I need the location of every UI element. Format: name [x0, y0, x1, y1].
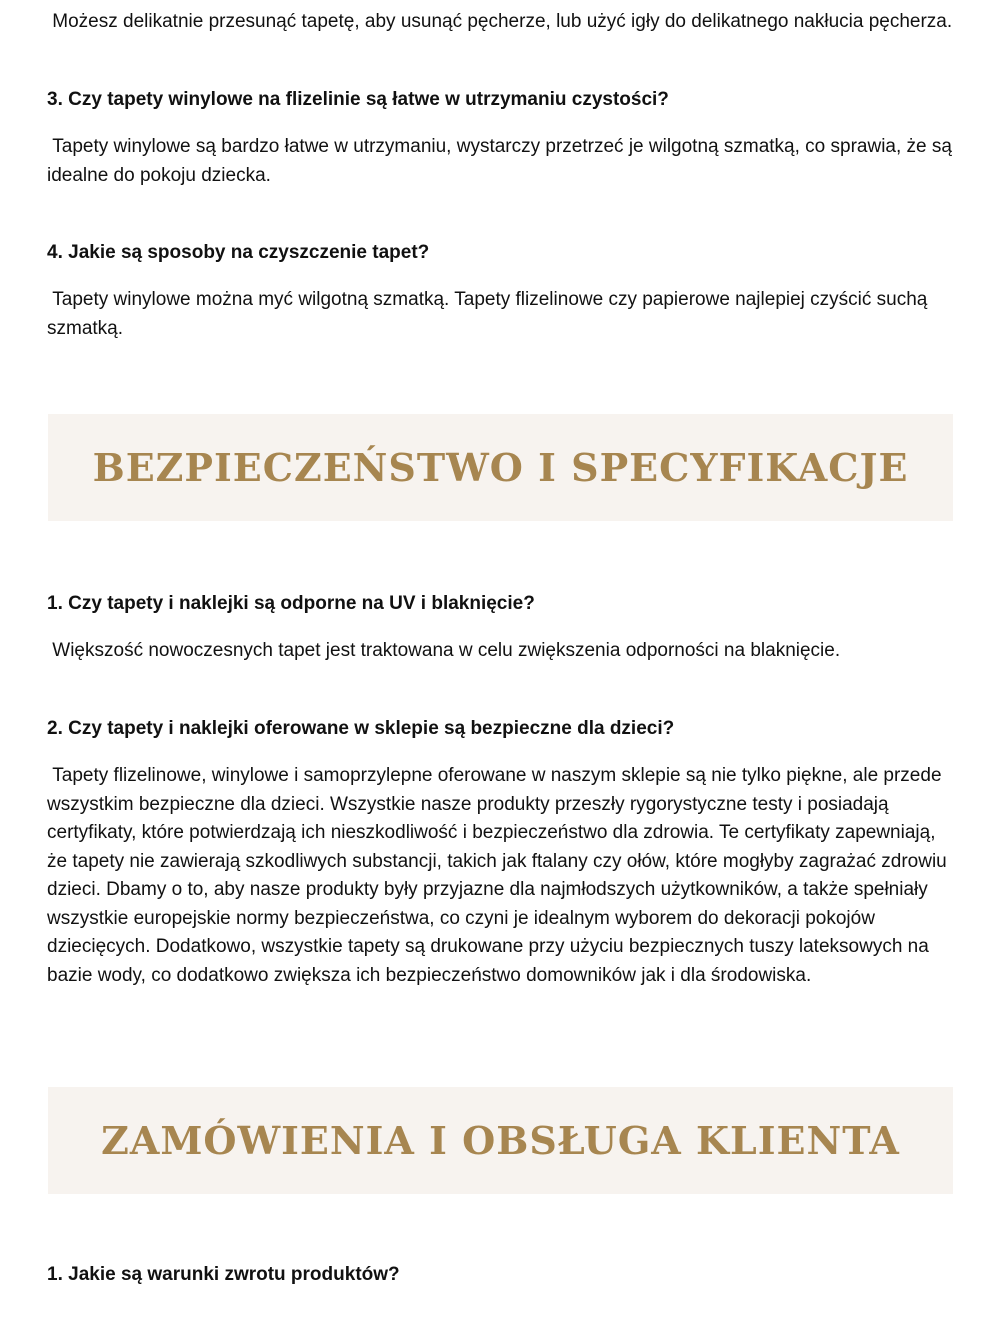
section-banner-orders	[48, 1087, 953, 1194]
answer-text: Możesz delikatnie przesunąć tapetę, aby usunąć pęcherze, lub użyć igły do delikatnego nakłucia pęcherza.	[47, 11, 953, 32]
faq-answer: Tapety winylowe są bardzo łatwe w utrzymaniu, wystarczy przetrzeć je wilgotną szmatką, co sprawia, że są idealne do pokoju dziecka.	[47, 136, 958, 186]
faq-question: 3. Czy tapety winylowe na flizelinie są łatwe w utrzymaniu czystości?	[47, 89, 669, 110]
faq-question: 1. Jakie są warunki zwrotu produktów?	[47, 1264, 400, 1285]
section-heading: ZAMÓWIENIA I OBSŁUGA KLIENTA	[101, 1118, 900, 1163]
section-banner-safety	[48, 414, 953, 521]
faq-answer: Tapety winylowe można myć wilgotną szmatką. Tapety flizelinowe czy papierowe najlepiej czyścić suchą szmatką.	[47, 289, 933, 339]
faq-question: 2. Czy tapety i naklejki oferowane w sklepie są bezpieczne dla dzieci?	[47, 718, 675, 739]
faq-answer: Tapety flizelinowe, winylowe i samoprzylepne oferowane w naszym sklepie są nie tylko piękne, ale przede wszystkim bezpieczne dla dzieci. Wszystkie nasze produkty przeszły rygorystyczne testy i posiadają certyfikaty, które potwierdzają ich nieszkodliwość i bezpieczeństwo dla zdrowia. Te certyfikaty zapewniają, że tapety nie zawierają szkodliwych substancji, takich jak ftalany czy ołów, które mogłyby zagrażać zdrowiu dzieci. Dbamy o to, aby nasze produkty były przyjazne dla najmłodszych użytkowników, a także spełniały wszystkie europejskie normy bezpieczeństwa, co czyni je idealnym wyborem do dekoracji pokojów dziecięcych. Dodatkowo, wszystkie tapety są drukowane przy użyciu bezpiecznych tuszy lateksowych na bazie wody, co dodatkowo zwiększa ich bezpieczeństwo domowników jak i dla środowiska.	[47, 765, 953, 986]
faq-question: 1. Czy tapety i naklejki są odporne na UV i blaknięcie?	[47, 593, 535, 614]
section-heading: BEZPIECZEŃSTWO I SPECYFIKACJE	[92, 445, 909, 490]
faq-answer: Większość nowoczesnych tapet jest traktowana w celu zwiększenia odporności na blaknięcie.	[47, 640, 841, 661]
faq-question: 4. Jakie są sposoby na czyszczenie tapet?	[47, 242, 430, 263]
